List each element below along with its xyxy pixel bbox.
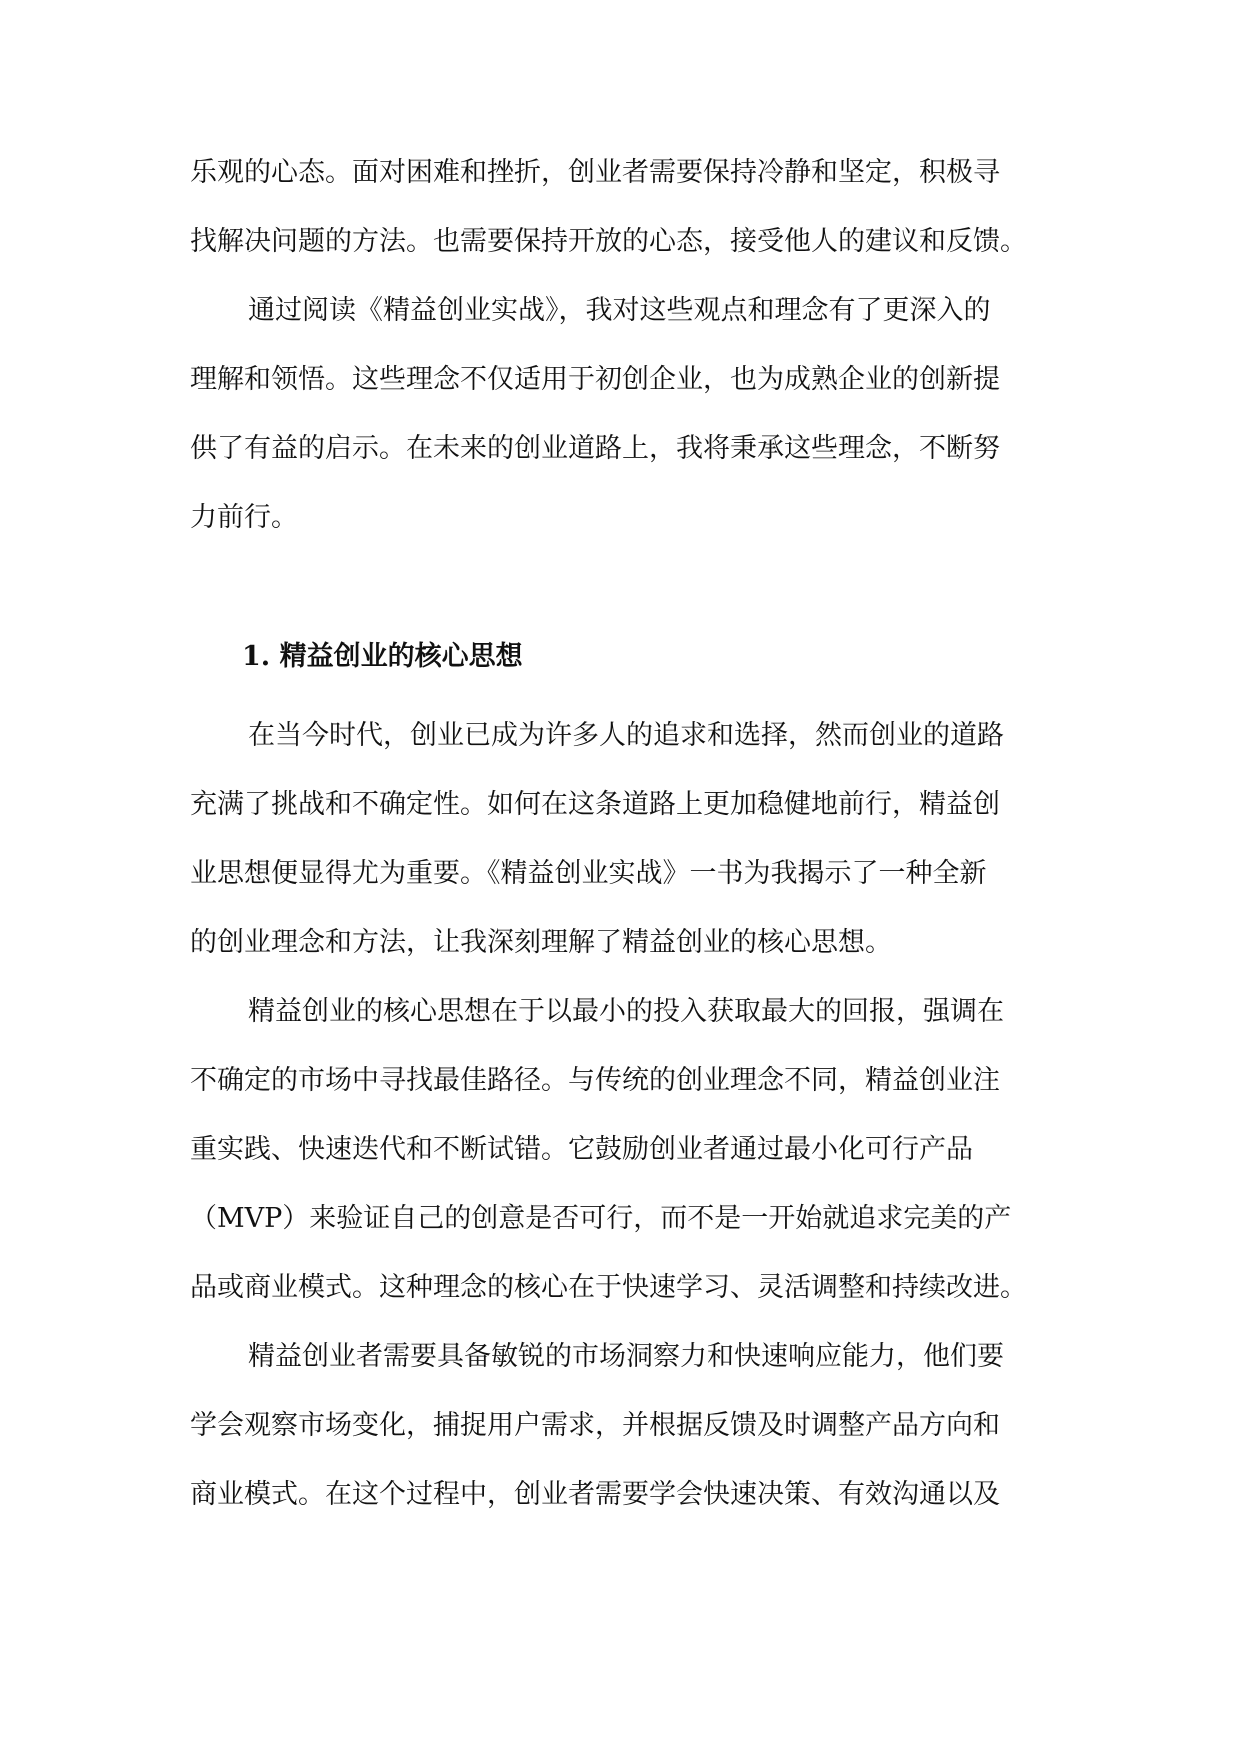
section-paragraph-1-line-2: 充满了挑战和不确定性。如何在这条道路上更加稳健地前行，精益创 (190, 789, 1000, 820)
section-paragraph-2-line-3: 重实践、快速迭代和不断试错。它鼓励创业者通过最小化可行产品 (190, 1134, 973, 1165)
section-heading: 1. 精益创业的核心思想 (242, 641, 523, 672)
section-paragraph-3-line-3: 商业模式。在这个过程中，创业者需要学会快速决策、有效沟通以及 (190, 1479, 1000, 1510)
section-paragraph-3-line-1: 精益创业者需要具备敏锐的市场洞察力和快速响应能力，他们要 (248, 1341, 1004, 1372)
paragraph-1-line-1: 乐观的心态。面对困难和挫折，创业者需要保持冷静和坚定，积极寻 (190, 157, 1000, 188)
section-paragraph-2-line-1: 精益创业的核心思想在于以最小的投入获取最大的回报，强调在 (248, 996, 1004, 1027)
paragraph-2-line-4: 力前行。 (190, 502, 298, 533)
section-paragraph-1-line-3: 业思想便显得尤为重要。《精益创业实战》一书为我揭示了一种全新 (190, 858, 987, 889)
section-paragraph-3-line-2: 学会观察市场变化，捕捉用户需求，并根据反馈及时调整产品方向和 (190, 1410, 1000, 1441)
paragraph-1-line-2: 找解决问题的方法。也需要保持开放的心态，接受他人的建议和反馈。 (190, 226, 1027, 257)
section-paragraph-1-line-1: 在当今时代，创业已成为许多人的追求和选择，然而创业的道路 (248, 720, 1004, 751)
paragraph-2-line-2: 理解和领悟。这些理念不仅适用于初创企业，也为成熟企业的创新提 (190, 364, 1000, 395)
paragraph-2-line-3: 供了有益的启示。在未来的创业道路上，我将秉承这些理念，不断努 (190, 433, 1000, 464)
section-paragraph-2-line-4: （MVP）来验证自己的创意是否可行，而不是一开始就追求完美的产 (190, 1203, 1012, 1234)
paragraph-2-line-1: 通过阅读《精益创业实战》，我对这些观点和理念有了更深入的 (248, 295, 991, 326)
section-paragraph-2-line-5: 品或商业模式。这种理念的核心在于快速学习、灵活调整和持续改进。 (190, 1272, 1027, 1303)
section-paragraph-2-line-2: 不确定的市场中寻找最佳路径。与传统的创业理念不同，精益创业注 (190, 1065, 1000, 1096)
section-paragraph-1-line-4: 的创业理念和方法，让我深刻理解了精益创业的核心思想。 (190, 927, 892, 958)
